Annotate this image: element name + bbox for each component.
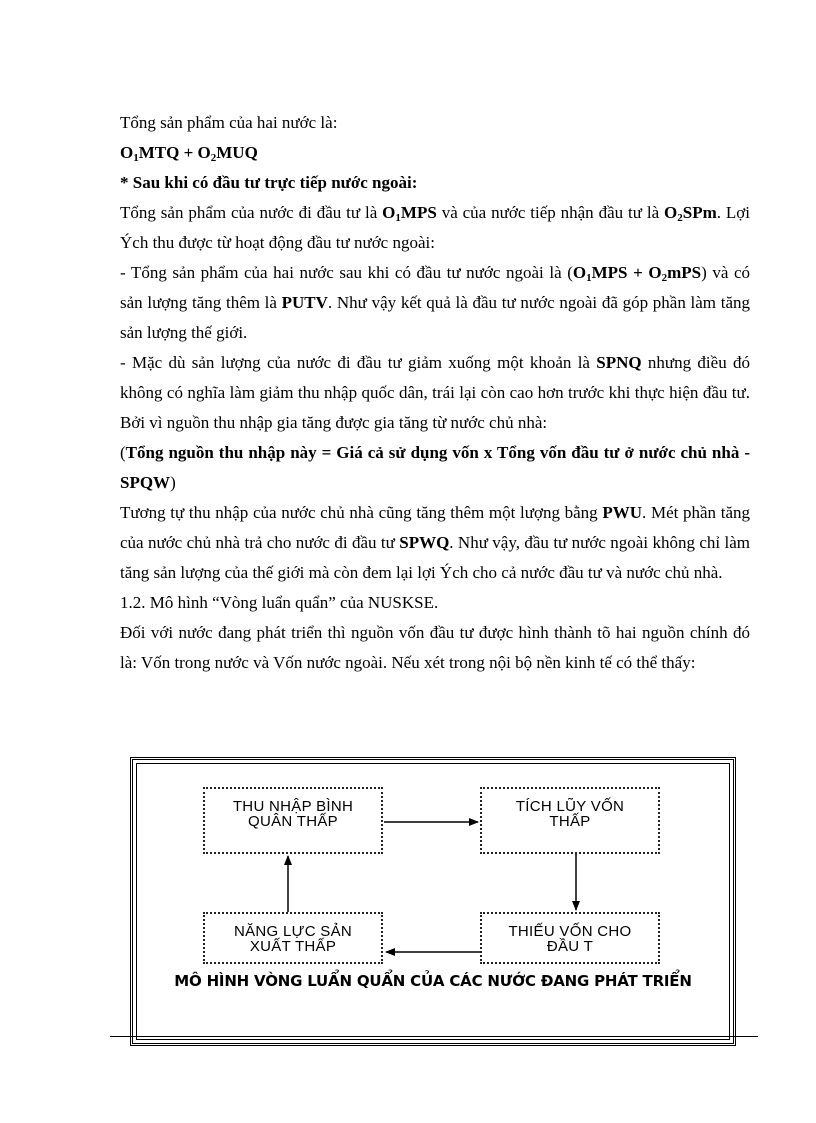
box-label-line: NĂNG LỰC SẢN (233, 923, 353, 940)
text-run: . Mét phần tăng của nước chủ nhà trả cho nước đi đầu tư (120, 503, 750, 552)
text-run: O (120, 143, 134, 162)
bold-term: PWU (602, 503, 643, 522)
text-run: O (572, 263, 587, 282)
box-label-line: THẤP (549, 813, 591, 830)
box-label-line: THU NHẬP BÌNH (232, 798, 354, 815)
text-run: MPS + O (591, 263, 662, 282)
bold-term: SPWQ (399, 533, 450, 552)
box-label-line: TÍCH LŨY VỐN (515, 798, 625, 815)
subscript: 1 (133, 152, 139, 164)
bold-term: PUTV (281, 293, 328, 312)
text-run: 1.2. Mô hình “Vòng luẩn quẩn” của NUSKSE. (120, 593, 439, 612)
subscript: 2 (677, 212, 683, 224)
text-run: ) và có sản lượng tăng thêm là (120, 263, 750, 312)
text-run: mPS (667, 263, 702, 282)
text-run: O (382, 203, 396, 222)
text-run: Đối với nước đang phát triển thì nguồn vốn đầu tư được hình thành tõ hai nguồn chính đó là: Vốn trong nước và Vốn nước ngoài. Nếu xét trong nội bộ nền kinh tế có thể thấy: (120, 623, 750, 672)
text-run: . Như vậy, đầu tư nước ngoài không chỉ làm tăng sản lượng của thế giới mà còn đem lại lợi Ých cho cả nước đầu tư và nước chủ nhà. (120, 533, 750, 582)
subscript: 2 (661, 272, 668, 284)
text-run: O (664, 203, 678, 222)
text-run: . Như vậy kết quả là đầu tư nước ngoài đã góp phần làm tăng sản lượng thế giới. (120, 293, 750, 342)
text-run: MTQ + O (138, 143, 211, 162)
bold-term: SPNQ (596, 353, 642, 372)
text-run: Tương tự thu nhập của nước chủ nhà cũng tăng thêm một lượng bằng (120, 503, 603, 522)
text-run: Tổng sản phẩm của nước đi đầu tư là (120, 203, 383, 222)
text-run: - Tổng sản phẩm của hai nước sau khi có đầu tư nước ngoài là ( (120, 263, 573, 282)
text-run: MUQ (216, 143, 258, 162)
box-label-line: XUẤT THẤP (249, 938, 337, 955)
subscript: 1 (395, 212, 401, 224)
text-run: . Lợi Ých thu được từ hoạt động đầu tư nước ngoài: (120, 203, 750, 252)
text-run: nhưng điều đó không có nghĩa làm giảm thu nhập quốc dân, trái lại còn cao hơn trước khi thực hiện đầu tư. Bởi vì nguồn thu nhập gia tăng được gia tăng từ nước chủ nhà: (120, 353, 750, 432)
heading-text: * Sau khi có đầu tư trực tiếp nước ngoài: (120, 173, 418, 192)
box-label-line: QUÂN THẤP (248, 813, 338, 830)
text-run: ( (120, 443, 126, 462)
text-run: SPm (682, 203, 717, 222)
text-run: ) (170, 473, 176, 492)
diagram-caption: MÔ HÌNH VÒNG LUẨN QUẨN CỦA CÁC NƯỚC ĐANG PHÁT TRIỂN (174, 972, 692, 990)
subscript: 1 (586, 272, 592, 284)
text-run: Tổng sản phẩm của hai nước là: (120, 113, 338, 132)
footer-divider (110, 1036, 758, 1037)
text-run: và của nước tiếp nhận đầu tư là (436, 203, 665, 222)
box-label-line: ĐẦU T (546, 938, 594, 955)
box-label-line: THIẾU VỐN CHO (508, 923, 632, 940)
text-run: MPS (400, 203, 437, 222)
bold-term: Tổng nguồn thu nhập này = Giá cả sử dụng vốn x Tổng vốn đầu tư ở nước chủ nhà - SPQW (120, 443, 750, 492)
subscript: 2 (210, 152, 217, 164)
text-run: - Mặc dù sản lượng của nước đi đầu tư giảm xuống một khoản là (120, 353, 597, 372)
